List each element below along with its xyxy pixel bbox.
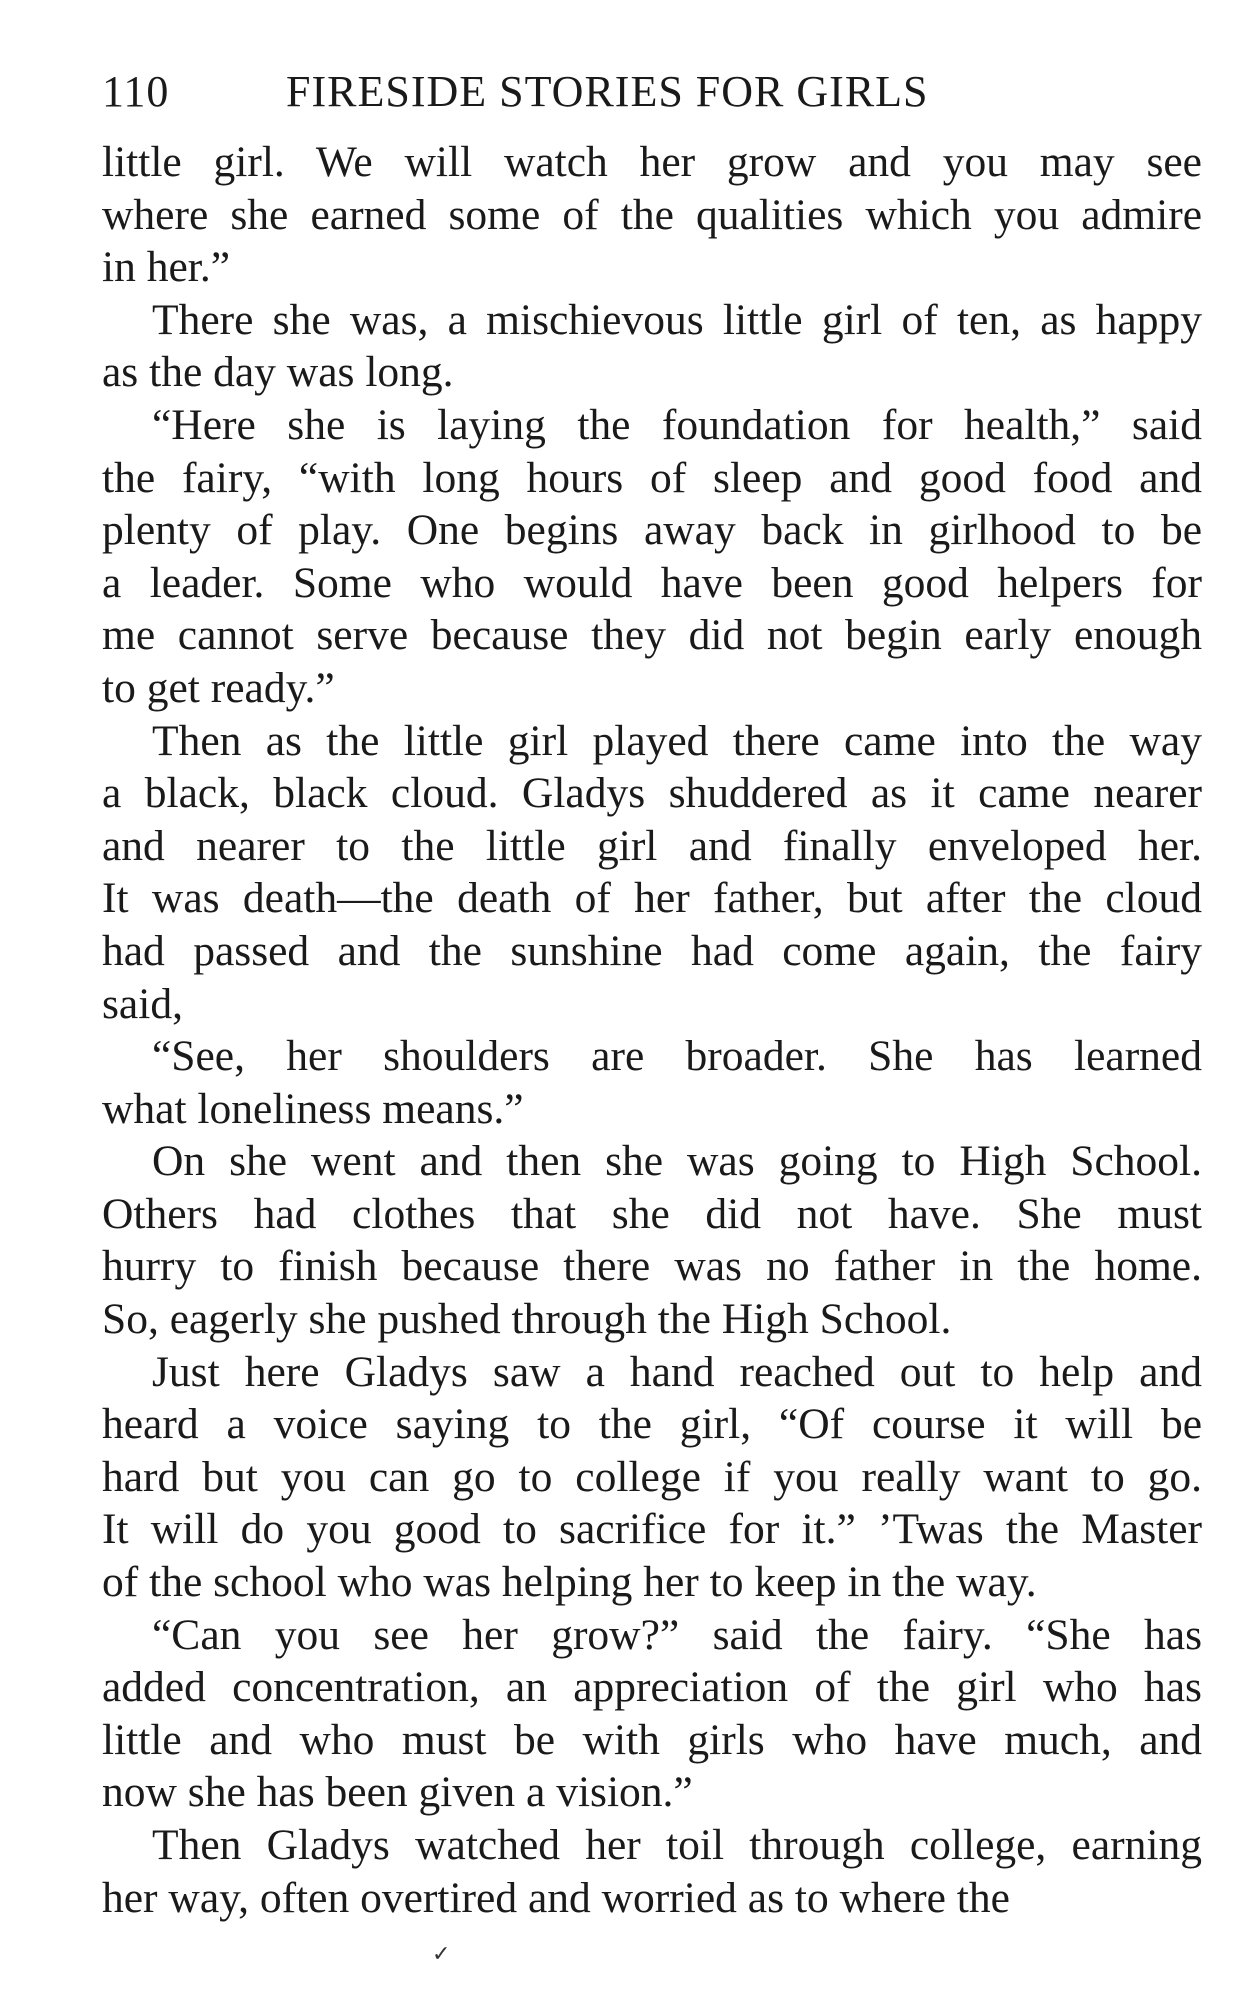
text-line: plenty of play. One begins away back in girlhood to be bbox=[102, 506, 1202, 555]
text-line: me cannot serve because they did not begin early enough bbox=[102, 611, 1202, 660]
text-line: Then as the little girl played there came into the way bbox=[152, 716, 1202, 765]
text-line: It will do you good to sacrifice for it.” ’Twas the Master bbox=[102, 1505, 1202, 1554]
text-line: to get ready.” bbox=[102, 663, 335, 712]
footer-mark: ✓ bbox=[432, 1942, 451, 1967]
text-line: heard a voice saying to the girl, “Of course it will be bbox=[102, 1400, 1202, 1449]
text-line: added concentration, an appreciation of the girl who has bbox=[102, 1663, 1202, 1712]
text-line: her way, often overtired and worried as to where the bbox=[102, 1873, 1010, 1922]
text-line: said, bbox=[102, 979, 183, 1028]
paragraph bbox=[102, 715, 1202, 1031]
text-line: hard but you can go to college if you really want to go. bbox=[102, 1452, 1202, 1501]
text-line: of the school who was helping her to keep in the way. bbox=[102, 1558, 1037, 1607]
text-line: little and who must be with girls who have much, and bbox=[102, 1715, 1202, 1764]
text-line: in her.” bbox=[102, 243, 231, 292]
text-line: “See, her shoulders are broader. She has learned bbox=[152, 1032, 1202, 1081]
text-line: the fairy, “with long hours of sleep and good food and bbox=[102, 453, 1202, 502]
text-line: It was death—the death of her father, but after the cloud bbox=[102, 874, 1202, 923]
text-line: hurry to finish because there was no father in the home. bbox=[102, 1242, 1202, 1291]
text-line: what loneliness means.” bbox=[102, 1084, 524, 1133]
text-line: a black, black cloud. Gladys shuddered as it came nearer bbox=[102, 769, 1202, 818]
paragraph bbox=[102, 294, 1202, 399]
text-line: now she has been given a vision.” bbox=[102, 1768, 693, 1817]
text-line: as the day was long. bbox=[102, 348, 454, 397]
paragraph bbox=[102, 399, 1202, 715]
paragraph bbox=[102, 1819, 1202, 1924]
text-line: where she earned some of the qualities which you admire bbox=[102, 190, 1202, 239]
text-line: Then Gladys watched her toil through college, earning bbox=[152, 1821, 1202, 1869]
text-line: “Here she is laying the foundation for health,” said bbox=[152, 400, 1202, 449]
body-text bbox=[102, 136, 1202, 1924]
paragraph bbox=[102, 1135, 1202, 1345]
running-title: FIRESIDE STORIES FOR GIRLS bbox=[286, 67, 929, 116]
paragraph bbox=[102, 1609, 1202, 1819]
page-header bbox=[102, 62, 1202, 122]
text-line: There she was, a mischievous little girl of ten, as happy bbox=[152, 295, 1202, 344]
text-line: On she went and then she was going to High School. bbox=[152, 1137, 1202, 1186]
text-line: little girl. We will watch her grow and you may see bbox=[102, 138, 1202, 186]
text-line: a leader. Some who would have been good helpers for bbox=[102, 558, 1202, 607]
paragraph bbox=[102, 136, 1202, 294]
text-line: and nearer to the little girl and finally enveloped her. bbox=[102, 821, 1202, 870]
text-line: “Can you see her grow?” said the fairy. “She has bbox=[152, 1610, 1202, 1659]
page-number: 110 bbox=[102, 67, 170, 116]
text-line: So, eagerly she pushed through the High School. bbox=[102, 1295, 952, 1344]
paragraph bbox=[102, 1346, 1202, 1609]
text-line: Just here Gladys saw a hand reached out to help and bbox=[152, 1347, 1202, 1396]
text-line: Others had clothes that she did not have. She must bbox=[102, 1189, 1202, 1238]
text-line: had passed and the sunshine had come again, the fairy bbox=[102, 926, 1202, 975]
paragraph bbox=[102, 1030, 1202, 1135]
